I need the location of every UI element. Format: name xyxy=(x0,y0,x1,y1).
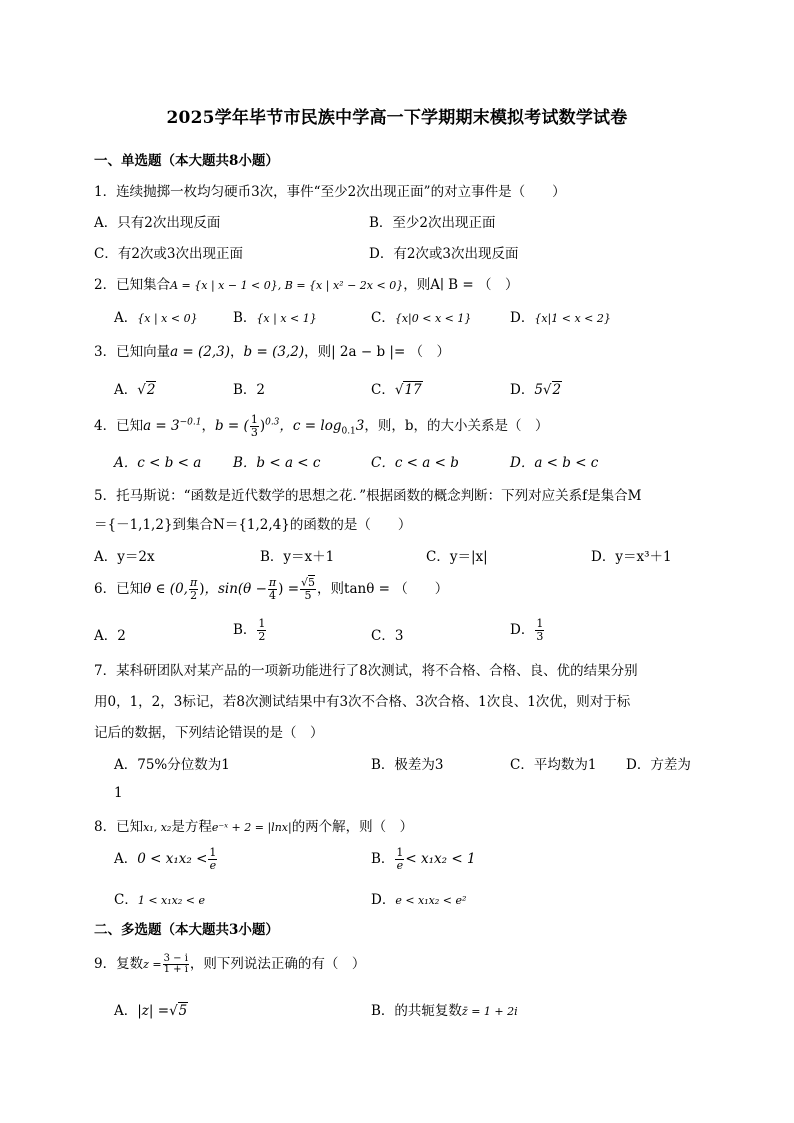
question-9-stem xyxy=(94,952,365,975)
denominator: 1 + i xyxy=(163,964,188,975)
fraction xyxy=(250,414,259,439)
question-7-option-d-continued: 1 xyxy=(114,785,123,801)
question-1-option-b: B．至少2次出现正面 xyxy=(369,215,496,231)
question-3-stem-prefix: 3．已知向量 xyxy=(94,344,171,360)
question-5-stem-line-1: 5．托马斯说：“函数是近代数学的思想之花．”根据函数的概念判断：下列对应关系f是集合M xyxy=(94,488,642,504)
denominator: 5 xyxy=(304,589,312,602)
question-2-option-d xyxy=(510,306,611,326)
question-5-option-a: A．y＝2x xyxy=(94,549,155,565)
question-3-option-c xyxy=(371,378,423,398)
expr-a: a = 3 xyxy=(143,418,180,434)
option-label: A． xyxy=(114,382,138,398)
equals: ) = xyxy=(278,581,300,597)
denominator: e xyxy=(209,859,217,872)
question-6-stem-prefix: 6．已知 xyxy=(94,581,144,597)
option-math: {x | x < 0} xyxy=(137,312,198,325)
option-label: B． xyxy=(233,310,257,326)
question-8-stem-prefix: 8．已知 xyxy=(94,819,144,835)
option-label: D． xyxy=(510,382,535,398)
coefficient: 5 xyxy=(534,382,543,398)
question-7-option-a: A．75%分位数为1 xyxy=(114,757,230,773)
question-7-option-b: B．极差为3 xyxy=(371,757,444,773)
question-4-option-d: D．a < b < c xyxy=(510,455,599,471)
question-7-option-c: C．平均数为1 xyxy=(510,757,597,773)
question-2-sets: A = {x | x − 1 < 0}, B = {x | x² − 2x < 0} xyxy=(170,279,404,292)
numerator: 1 xyxy=(209,846,217,859)
question-6-option-a: A．2 xyxy=(94,628,126,644)
option-label: B． xyxy=(233,622,257,638)
variables: x₁, x₂ xyxy=(143,821,172,834)
question-8-option-a xyxy=(114,847,218,872)
vector-b: b = (3,2) xyxy=(243,344,305,360)
question-8-option-d xyxy=(371,888,466,908)
numerator: 1 xyxy=(250,413,258,426)
question-1-option-d: D．有2次或3次出现反面 xyxy=(369,246,519,262)
denominator: e xyxy=(396,859,404,872)
option-label: C． xyxy=(114,892,138,908)
question-5-option-b: B．y＝x＋1 xyxy=(260,549,335,565)
question-3-stem xyxy=(94,340,450,360)
denominator: 3 xyxy=(536,630,544,643)
question-2-option-b xyxy=(233,306,317,326)
denominator: 4 xyxy=(269,589,277,602)
denominator: 2 xyxy=(258,630,266,643)
z-symbol: z = xyxy=(143,958,162,971)
question-5-option-d: D．y＝x³＋1 xyxy=(591,549,672,565)
sqrt-sign: √17 xyxy=(394,382,422,398)
question-5-option-c: C．y＝|x| xyxy=(426,549,488,565)
separator: ， xyxy=(230,344,244,360)
question-1-option-c: C．有2次或3次出现正面 xyxy=(94,246,244,262)
option-math: 0 < x₁x₂ < xyxy=(137,851,208,867)
equation: e⁻ˣ + 2 = |lnx| xyxy=(211,821,292,834)
fraction xyxy=(163,954,189,975)
radicand: 2 xyxy=(146,382,156,398)
expr-b: b = ( xyxy=(215,418,249,434)
option-label: B．的共轭复数 xyxy=(371,1003,462,1019)
sqrt-sign: √5 xyxy=(169,1003,188,1019)
log-base: 0.1 xyxy=(341,426,356,437)
fraction-root5-over-5 xyxy=(300,577,316,602)
option-math: z̄ = 1 + 2i xyxy=(461,1005,518,1018)
question-7-stem-line-2: 用0，1，2，3标记，若8次测试结果中有3次不合格、3次合格、1次良、1次优，则对于标 xyxy=(94,694,631,710)
question-8-stem-suffix: 的两个解，则（ ） xyxy=(291,819,414,835)
question-8-option-c xyxy=(114,888,205,908)
question-4-option-a: A．c < b < a xyxy=(114,455,202,471)
option-label: C． xyxy=(371,310,395,326)
fraction xyxy=(257,618,266,643)
question-8-stem xyxy=(94,815,413,835)
option-label: C． xyxy=(371,382,395,398)
log-argument: 3 xyxy=(355,418,365,434)
question-5-stem-line-2: ＝{－1,1,2}到集合N＝{1,2,4}的函数的是（ ） xyxy=(94,517,412,533)
question-3-option-d xyxy=(510,378,562,398)
question-6-option-b xyxy=(233,618,267,643)
section-heading-single-choice: 一、单选题（本大题共8小题） xyxy=(94,153,279,169)
question-9-option-b xyxy=(371,999,518,1019)
question-1-stem: 1．连续抛掷一枚均匀硬币3次，事件“至少2次出现正面”的对立事件是（ ） xyxy=(94,184,566,200)
sqrt-sign: √2 xyxy=(137,382,156,398)
option-label: D． xyxy=(510,310,535,326)
question-6-stem: 6．已知θ ∈ (0, $\frac{\pi}{2}$ )，sin(θ − $\frac{\pi}{4}$ ) = $\frac{√5}{5}$ ，则tanθ = （ ） xyxy=(94,576,449,602)
option-label: A． xyxy=(114,851,138,867)
option-math: < x₁x₂ < 1 xyxy=(405,851,476,867)
option-label: A． xyxy=(114,1003,138,1019)
question-4-stem-prefix: 4．已知 xyxy=(94,418,144,434)
question-9-stem-prefix: 9．复数 xyxy=(94,956,144,972)
fraction xyxy=(395,847,404,872)
numerator: √5 xyxy=(301,576,316,589)
fraction-pi-over-2 xyxy=(189,577,198,602)
fraction-pi-over-4 xyxy=(268,577,277,602)
option-math: {x|0 < x < 1} xyxy=(394,312,472,325)
option-math: {x | x < 1} xyxy=(256,312,317,325)
question-9-option-a xyxy=(114,999,188,1019)
sqrt-sign: √2 xyxy=(542,382,562,398)
question-2-stem-suffix: ，则A∣ B = （ ） xyxy=(403,277,519,293)
fraction xyxy=(208,847,217,872)
question-7-stem-line-1: 7．某科研团队对某产品的一项新功能进行了8次测试，将不合格、合格、良、优的结果分别 xyxy=(94,663,638,679)
denominator: 2 xyxy=(190,589,198,602)
question-3-stem-suffix: ，则| 2a − b |= （ ） xyxy=(304,344,451,360)
question-3-option-a xyxy=(114,378,156,398)
vector-a: a = (2,3) xyxy=(170,344,231,360)
question-4-option-c: C．c < a < b xyxy=(371,455,459,471)
radicand: 17 xyxy=(404,382,422,398)
denominator: 3 xyxy=(250,426,258,439)
numerator: π xyxy=(268,576,277,589)
question-2-option-c xyxy=(371,306,471,326)
question-6-option-d xyxy=(510,618,545,643)
separator: ， xyxy=(201,418,215,434)
expr-a-exponent: −0.1 xyxy=(179,417,202,428)
numerator: 3 − i xyxy=(163,953,188,964)
numerator: 1 xyxy=(258,617,266,630)
option-label: D． xyxy=(371,892,396,908)
question-1-option-a: A．只有2次出现反面 xyxy=(94,215,221,231)
option-math: |z| = xyxy=(137,1003,170,1019)
question-7-option-d: D．方差为 xyxy=(626,757,691,773)
question-8-stem-middle: 是方程 xyxy=(171,819,212,835)
option-math: e < x₁x₂ < e² xyxy=(395,894,467,907)
numerator: π xyxy=(189,576,198,589)
expr-b-exponent: 0.3 xyxy=(265,417,280,428)
section-heading-multiple-choice: 二、多选题（本大题共3小题） xyxy=(94,922,279,938)
question-4-stem: 4．已知$a = 3^{-0.1}$，b = ( $\frac{1}{3}$ )$^{0.3}$，$c = \log_{0.1}3$，则，b，的大小关系是（ ） xyxy=(94,413,549,439)
question-6-option-c: C．3 xyxy=(371,628,404,644)
sin-expression: ，sin(θ − xyxy=(204,581,267,597)
theta-domain: θ ∈ (0, xyxy=(143,581,188,597)
question-9-stem-suffix: ，则下列说法正确的有（ ） xyxy=(189,956,366,972)
option-label: B． xyxy=(371,851,395,867)
fraction xyxy=(535,618,544,643)
question-8-option-b xyxy=(371,847,476,872)
option-math: {x|1 < x < 2} xyxy=(534,312,611,325)
question-4-option-b: B．b < a < c xyxy=(233,455,321,471)
radicand: 5 xyxy=(178,1003,188,1019)
expr-c: ，c = log xyxy=(279,418,342,434)
question-3-option-b: B．2 xyxy=(233,382,266,398)
question-2-stem xyxy=(94,273,519,293)
numerator: 1 xyxy=(396,846,404,859)
question-2-stem-prefix: 2．已知集合 xyxy=(94,277,171,293)
option-label: A． xyxy=(114,310,138,326)
question-4-stem-suffix: ，则，b，的大小关系是（ ） xyxy=(364,418,549,434)
question-7-stem-line-3: 记后的数据，下列结论错误的是（ ） xyxy=(94,725,324,741)
option-label: D． xyxy=(510,622,535,638)
numerator: 1 xyxy=(536,617,544,630)
option-math: 1 < x₁x₂ < e xyxy=(137,894,205,907)
radicand: 2 xyxy=(552,382,562,398)
page-title: 2025学年毕节市民族中学高一下学期期末模拟考试数学试卷 xyxy=(166,108,628,128)
question-6-stem-suffix: ，则tanθ = （ ） xyxy=(317,581,449,597)
question-2-option-a xyxy=(114,306,198,326)
radicand: 5 xyxy=(308,576,316,589)
